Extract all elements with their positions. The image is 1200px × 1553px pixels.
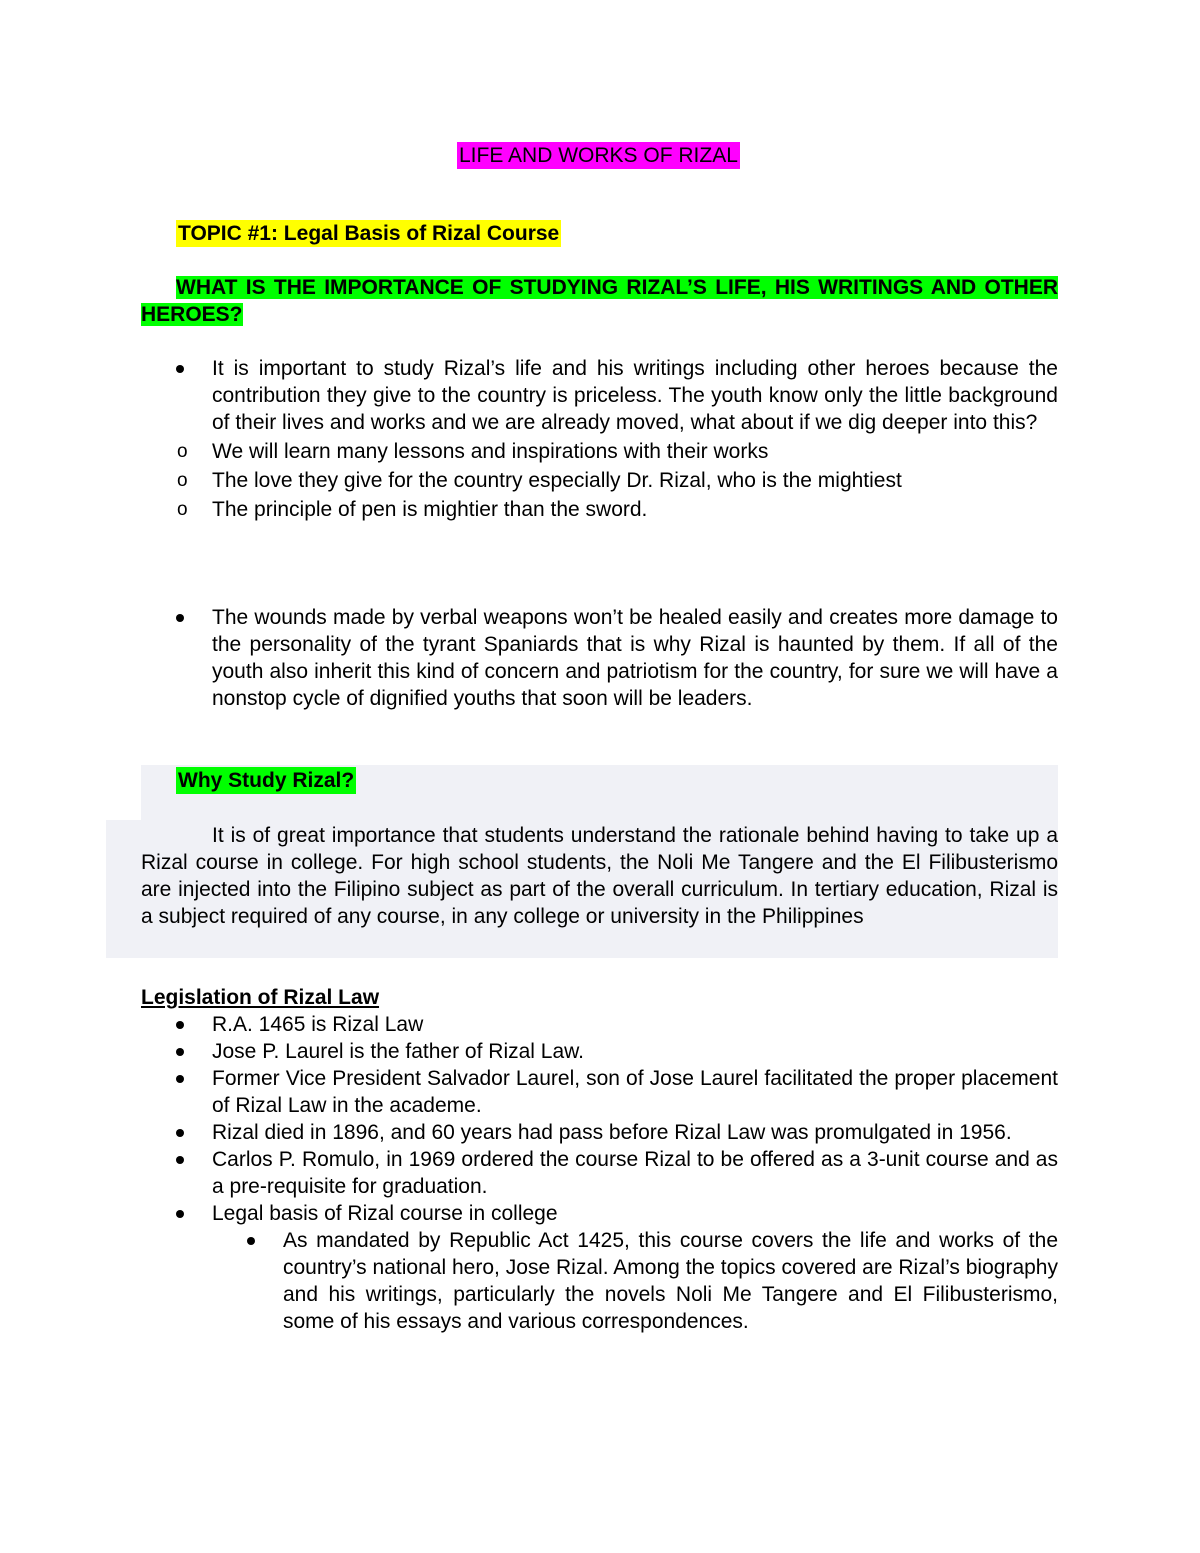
importance-sub-list <box>141 437 1058 524</box>
why-study-heading: Why Study Rizal? <box>178 769 355 792</box>
legislation-nested-text: As mandated by Republic Act 1425, this course covers the life and works of the country’s national hero, Jose Rizal. Among the topics covered are Rizal’s biography and his writings, particularly the novels Noli Me Tangere and El Filibusterismo, some of his essays and various correspondences. <box>283 1229 1058 1333</box>
sub-item-text: The love they give for the country especially Dr. Rizal, who is the mightiest <box>212 469 902 492</box>
sub-item <box>141 437 1058 466</box>
importance-question-text: WHAT IS THE IMPORTANCE OF STUDYING RIZAL’S LIFE, HIS WRITINGS AND OTHER HEROES? <box>141 276 1058 326</box>
sub-item-text: We will learn many lessons and inspirations with their works <box>212 440 769 463</box>
sub-item-text: The principle of pen is mightier than the sword. <box>212 498 648 521</box>
legislation-item-text: Former Vice President Salvador Laurel, son of Jose Laurel facilitated the proper placement of Rizal Law in the academe. <box>212 1067 1058 1117</box>
legislation-item-text: Legal basis of Rizal course in college <box>212 1202 558 1225</box>
legislation-item-text: Rizal died in 1896, and 60 years had pass before Rizal Law was promulgated in 1956. <box>212 1121 1012 1144</box>
sub-item <box>141 466 1058 495</box>
legislation-heading: Legislation of Rizal Law <box>141 986 380 1009</box>
sub-item <box>141 495 1058 524</box>
importance-bullet-list <box>141 355 1058 524</box>
importance-question <box>141 274 1058 328</box>
legislation-item <box>141 1119 1058 1146</box>
legislation-item <box>141 1011 1058 1038</box>
sub-bullet-marker: o <box>177 499 188 520</box>
importance-bullet-2-text: The wounds made by verbal weapons won’t be healed easily and creates more damage to the personality of the tyrant Spaniards that is why Rizal is haunted by them. If all of the youth also inherit this kind of concern and patriotism for the country, for sure we will have a nonstop cycle of dignified youths that soon will be leaders. <box>212 606 1058 710</box>
legislation-list <box>141 1011 1058 1335</box>
document-title: LIFE AND WORKS OF RIZAL <box>459 144 738 167</box>
legislation-item <box>141 1038 1058 1065</box>
legislation-item <box>141 1065 1058 1119</box>
importance-bullet-1 <box>141 355 1058 524</box>
importance-bullet-2 <box>141 604 1058 712</box>
legislation-item-text: R.A. 1465 is Rizal Law <box>212 1013 424 1036</box>
legislation-nested-item <box>212 1227 1058 1335</box>
importance-bullet-1-text: It is important to study Rizal’s life and his writings including other heroes because the contribution they give to the country is priceless. The youth know only the little background of their lives and works and we are already moved, what about if we dig deeper into this? <box>212 357 1058 434</box>
legislation-item <box>141 1200 1058 1335</box>
legislation-item-text: Jose P. Laurel is the father of Rizal Law. <box>212 1040 584 1063</box>
legislation-item-text: Carlos P. Romulo, in 1969 ordered the course Rizal to be offered as a 3-unit course and as a pre-requisite for graduation. <box>212 1148 1058 1198</box>
sub-bullet-marker: o <box>177 441 188 462</box>
sub-bullet-marker: o <box>177 470 188 491</box>
legislation-nested-list <box>212 1227 1058 1335</box>
importance-bullet-list-2 <box>141 604 1058 712</box>
why-study-paragraph: It is of great importance that students understand the rationale behind having to take up a Rizal course in college. For high school students, the Noli Me Tangere and the El Filibusterismo are injected into the Filipino subject as part of the overall curriculum. In tertiary education, Rizal is a subject required of any course, in any college or university in the Philippines <box>141 824 1058 928</box>
topic-heading: TOPIC #1: Legal Basis of Rizal Course <box>178 222 560 245</box>
legislation-item <box>141 1146 1058 1200</box>
